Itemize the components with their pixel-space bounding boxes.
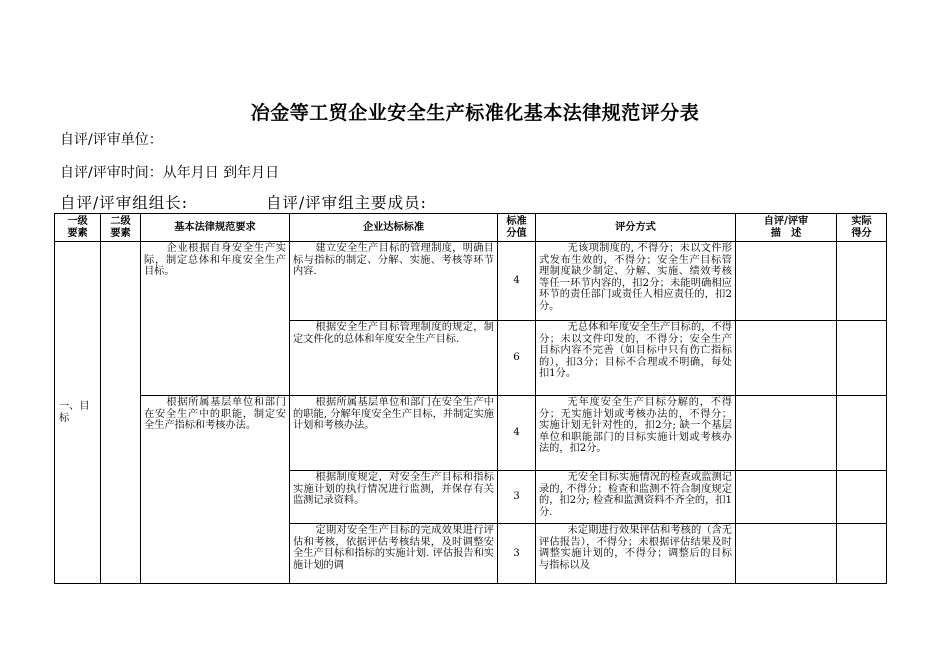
header-row: [55, 214, 887, 242]
header-desc: 自评/评审 描 述: [736, 214, 837, 242]
actual-score-cell[interactable]: [837, 396, 887, 471]
header-standard: 企业达标标准: [290, 214, 498, 242]
method-cell: 无总体和年度安全生产目标的，不得分；未以文件印发的，不得分；安全生产目标内容不完善（如目标中只有伤亡指标的），扣3分；目标不合理或不明确，每处扣1分。: [536, 321, 736, 396]
method-cell: 无安全目标实施情况的检查或监测记录的, 不得分；检查和监测不符合制度规定的，扣2分; 检查和监测资料不齐全的，扣1分.: [536, 471, 736, 524]
header-law: 基本法律规范要求: [141, 214, 290, 242]
header-level2: 二级 要素: [101, 214, 141, 242]
desc-cell[interactable]: [736, 524, 837, 584]
law-requirement: 根据所属基层单位和部门在安全生产中的职能，制定安全生产指标和考核办法。: [141, 396, 290, 584]
time-label: 自评/评审时间：从年月日 到年月日: [60, 165, 280, 181]
table-row: [55, 242, 887, 321]
team-line: [60, 191, 427, 213]
element1-cell: 一、目标: [55, 242, 101, 584]
points-cell: 6: [498, 321, 536, 396]
standard-cell: 根据安全生产目标管理制度的规定，制定文件化的总体和年度安全生产目标.: [290, 321, 498, 396]
leader-label: 自评/评审组组长:: [60, 194, 188, 212]
points-cell: 4: [498, 242, 536, 321]
method-cell: 无年度安全生产目标分解的，不得分；无实施计划或考核办法的，不得分；实施计划无针对性的，扣2分; 缺一个基层单位和职能部门的目标实施计划或考核办法的，扣2分。: [536, 396, 736, 471]
header-actual: 实际 得分: [837, 214, 887, 242]
desc-cell[interactable]: [736, 242, 837, 321]
table-row: [55, 396, 887, 471]
actual-score-cell[interactable]: [837, 321, 887, 396]
members-label: 自评/评审组主要成员:: [265, 194, 427, 212]
standard-cell: 定期对安全生产目标的完成效果进行评估和考核，依据评估考核结果，及时调整安全生产目标和指标的实施计划. 评估报告和实施计划的调: [290, 524, 498, 584]
desc-cell[interactable]: [736, 396, 837, 471]
actual-score-cell[interactable]: [837, 471, 887, 524]
actual-score-cell[interactable]: [837, 242, 887, 321]
element2-cell: [101, 242, 141, 584]
header-method: 评分方式: [536, 214, 736, 242]
header-level1: 一级 要素: [55, 214, 101, 242]
standard-cell: 建立安全生产目标的管理制度，明确目标与指标的制定、分解、实施、考核等环节内容.: [290, 242, 498, 321]
points-cell: 3: [498, 524, 536, 584]
law-requirement: 企业根据自身安全生产实际，制定总体和年度安全生产目标。: [141, 242, 290, 396]
score-table: [54, 213, 887, 584]
method-cell: 未定期进行效果评估和考核的（含无评估报告），不得分；未根据评估结果及时调整实施计划的，不得分；调整后的目标与指标以及: [536, 524, 736, 584]
unit-label: 自评/评审单位：: [60, 132, 163, 148]
method-cell: 无该项制度的, 不得分；未以文件形式发布生效的，不得分；安全生产目标管理制度缺少制定、分解、实施、绩效考核等任一环节内容的，扣2分；未能明确相应环节的责任部门或责任人相应责任的，扣2分。: [536, 242, 736, 321]
desc-cell[interactable]: [736, 321, 837, 396]
points-cell: 3: [498, 471, 536, 524]
header-points: 标准 分值: [498, 214, 536, 242]
desc-cell[interactable]: [736, 471, 837, 524]
actual-score-cell[interactable]: [837, 524, 887, 584]
standard-cell: 根据制度规定，对安全生产目标和指标实施计划的执行情况进行监测，并保存有关监测记录资料。: [290, 471, 498, 524]
standard-cell: 根据所属基层单位和部门在安全生产中的职能, 分解年度安全生产目标，并制定实施计划和考核办法。: [290, 396, 498, 471]
points-cell: 4: [498, 396, 536, 471]
page-title: 冶金等工贸企业安全生产标准化基本法律规范评分表: [250, 102, 700, 124]
